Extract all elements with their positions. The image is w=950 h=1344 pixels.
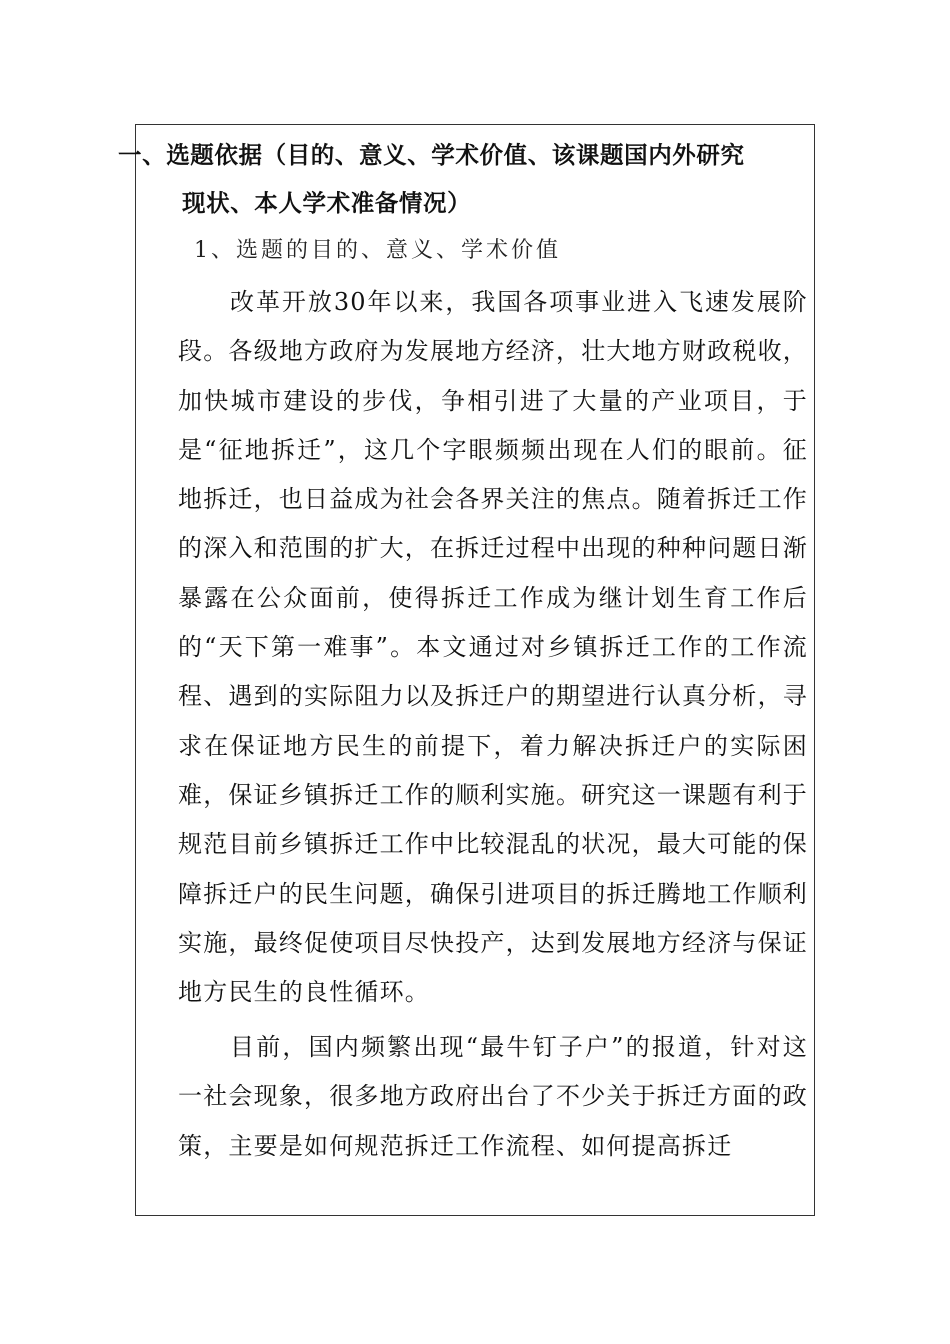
- body-paragraph-2: 目前，国内频繁出现“最牛钉子户”的报道，针对这一社会现象，很多地方政府出台了不少关于拆迁方面的政策，主要是如何规范拆迁工作流程、如何提高拆迁: [178, 1033, 808, 1160]
- section-heading-line2: 现状、本人学术准备情况）: [182, 189, 472, 217]
- subsection-heading: 1、选题的目的、意义、学术价值: [194, 238, 561, 263]
- section-heading: [118, 131, 818, 227]
- body-paragraph-1: 改革开放30年以来，我国各项事业进入飞速发展阶段。各级地方政府为发展地方经济，壮大地方财政税收，加快城市建设的步伐，争相引进了大量的产业项目，于是“征地拆迁”，这几个字眼频频出现在人们的眼前。征地拆迁，也日益成为社会各界关注的焦点。随着拆迁工作的深入和范围的扩大，在拆迁过程中出现的种种问题日渐暴露在公众面前，使得拆迁工作成为继计划生育工作后的“天下第一难事”。本文通过对乡镇拆迁工作的工作流程、遇到的实际阻力以及拆迁户的期望进行认真分析，寻求在保证地方民生的前提下，着力解决拆迁户的实际困难，保证乡镇拆迁工作的顺利实施。研究这一课题有利于规范目前乡镇拆迁工作中比较混乱的状况，最大可能的保障拆迁户的民生问题，确保引进项目的拆迁腾地工作顺利实施，最终促使项目尽快投产，达到发展地方经济与保证地方民生的良性循环。: [178, 288, 808, 1007]
- section-heading-line1: 一、选题依据（目的、意义、学术价值、该课题国内外研究: [118, 141, 745, 169]
